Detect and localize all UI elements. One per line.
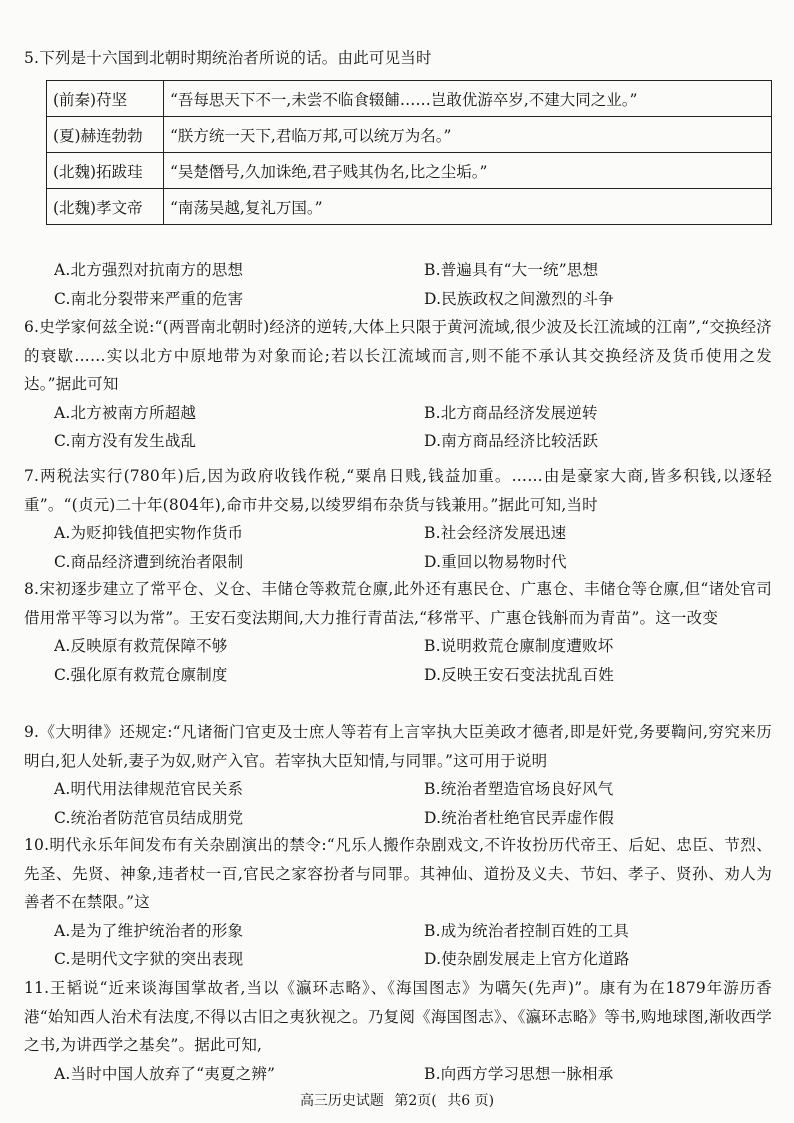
- table-row: [47, 153, 772, 189]
- option-d[interactable]: D.统治者杜绝官民弄虚作假: [424, 808, 614, 827]
- table-row: [47, 117, 772, 153]
- option-d[interactable]: D.重回以物易物时代: [424, 552, 567, 571]
- question-7: [24, 462, 772, 576]
- question-5-stem: 5.下列是十六国到北朝时期统治者所说的话。由此可见当时: [24, 49, 432, 67]
- question-8: [24, 575, 772, 689]
- question-11: [24, 974, 772, 1088]
- option-b[interactable]: B.统治者塑造官场良好风气: [424, 780, 614, 798]
- table-row: [47, 189, 772, 225]
- footer-page-number: 第2页(: [394, 1093, 437, 1109]
- question-10: [24, 831, 772, 974]
- ruler-quote: “朕方统一天下,君临万邦,可以统万为名。”: [164, 117, 772, 153]
- option-b[interactable]: B.向西方学习思想一脉相承: [424, 1064, 614, 1083]
- option-a[interactable]: A.明代用法律规范官民关系: [54, 780, 244, 798]
- question-5: [24, 44, 772, 73]
- option-a[interactable]: A.北方强烈对抗南方的思想: [54, 261, 244, 279]
- question-9: [24, 718, 772, 832]
- option-a[interactable]: A.反映原有救荒保障不够: [54, 637, 228, 655]
- option-a[interactable]: A.北方被南方所超越: [54, 403, 197, 422]
- ruler-name: (北魏)孝文帝: [47, 189, 164, 225]
- footer-subject: 高三历史试题: [299, 1093, 384, 1109]
- question-8-stem: 8.宋初逐步建立了常平仓、义仓、丰储仓等救荒仓廪,此外还有惠民仓、广惠仓、丰储仓等仓廪,但“诸处官司借用常平等习以为常”。王安石变法期间,大力推行青苗法,“移常平、广惠仓钱斛而为青苗”。这一改变: [24, 580, 772, 627]
- option-c[interactable]: C.强化原有救荒仓廪制度: [54, 665, 228, 684]
- option-b[interactable]: B.北方商品经济发展逆转: [424, 403, 598, 422]
- question-11-stem: 11.王韬说“近来谈海国掌故者,当以《瀛环志略》、《海国图志》为嚆矢(先声)”。康有为在1879年游历香港“始知西人治术有法度,不得以古旧之夷狄视之。乃复阅《海国图志》、《瀛环志略》等书,购地球图,渐收西学之书,为讲西学之基矣”。据此可知,: [24, 979, 772, 1054]
- option-d[interactable]: D.使杂剧发展走上官方化道路: [424, 950, 630, 968]
- question-5-options: [24, 256, 772, 313]
- question-5-quote-table: [46, 80, 772, 225]
- ruler-quote: “吴楚僭号,久加诛绝,君子贱其伪名,比之尘垢。”: [164, 153, 772, 189]
- page-footer: [0, 1090, 794, 1110]
- question-10-stem: 10.明代永乐年间发布有关杂剧演出的禁令:“凡乐人搬作杂剧戏文,不许妆扮历代帝王、后妃、忠臣、节烈、先圣、先贤、神象,违者杖一百,官民之家容扮者与同罪。其神仙、道扮及义夫、节妇、孝子、贤孙、劝人为善者不在禁限。”这: [24, 836, 772, 911]
- option-c[interactable]: C.南方没有发生战乱: [54, 432, 197, 450]
- option-a[interactable]: A.是为了维护统治者的形象: [54, 921, 244, 940]
- question-6: [24, 313, 772, 456]
- option-b[interactable]: B.成为统治者控制百姓的工具: [424, 921, 630, 940]
- ruler-quote: “南荡吴越,复礼万国。”: [164, 189, 772, 225]
- ruler-name: (前秦)苻坚: [47, 81, 164, 117]
- option-b[interactable]: B.普遍具有“大一统”思想: [424, 261, 599, 279]
- option-c[interactable]: C.商品经济遭到统治者限制: [54, 552, 244, 571]
- option-b[interactable]: B.说明救荒仓廪制度遭败坏: [424, 637, 614, 655]
- ruler-quote: “吾每思天下不一,未尝不临食辍餔……岂敢优游卒岁,不建大同之业。”: [164, 81, 772, 117]
- question-7-stem: 7.两税法实行(780年)后,因为政府收钱作税,“粟帛日贱,钱益加重。……由是豪家大商,皆多积钱,以逐轻重”。“(贞元)二十年(804年),命市井交易,以绫罗绢布杂货与钱兼用。”据此可知,当时: [24, 467, 772, 514]
- option-a[interactable]: A.为贬抑钱值把实物作货币: [54, 524, 244, 542]
- footer-total-pages: 共6 页): [447, 1093, 495, 1109]
- option-d[interactable]: D.反映王安石变法扰乱百姓: [424, 665, 614, 684]
- option-c[interactable]: C.是明代文字狱的突出表现: [54, 950, 244, 968]
- option-d[interactable]: D.南方商品经济比较活跃: [424, 432, 599, 450]
- option-c[interactable]: C.南北分裂带来严重的危害: [54, 289, 244, 308]
- option-b[interactable]: B.社会经济发展迅速: [424, 524, 567, 542]
- table-row: [47, 81, 772, 117]
- ruler-name: (北魏)拓跋珪: [47, 153, 164, 189]
- option-c[interactable]: C.统治者防范官员结成朋党: [54, 808, 244, 827]
- question-9-stem: 9.《大明律》还规定:“凡诸衙门官吏及士庶人等若有上言宰执大臣美政才德者,即是奸党,务要鞫问,穷究来历明白,犯人处斩,妻子为奴,财产入官。若宰执大臣知情,与同罪。”这可用于说明: [24, 723, 772, 770]
- question-6-stem: 6.史学家何兹全说:“(两晋南北朝时)经济的逆转,大体上只限于黄河流域,很少波及长江流域的江南”,“交换经济的衰歇……实以北方中原地带为对象而论;若以长江流域而言,则不能不承认其交换经济及货币使用之发达。”据此可知: [24, 318, 772, 393]
- option-d[interactable]: D.民族政权之间激烈的斗争: [424, 289, 614, 308]
- option-a[interactable]: A.当时中国人放弃了“夷夏之辨”: [54, 1064, 276, 1083]
- ruler-name: (夏)赫连勃勃: [47, 117, 164, 153]
